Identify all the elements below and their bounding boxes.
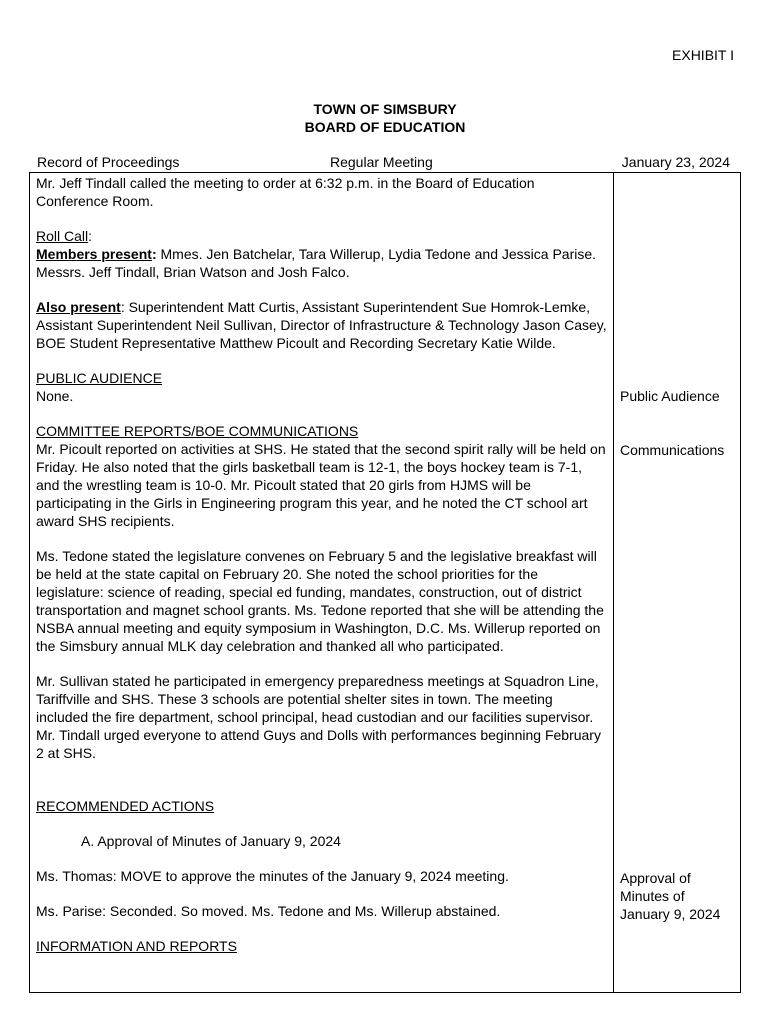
public-audience-section	[36, 369, 608, 405]
committee-report-picoult: Mr. Picoult reported on activities at SHS. He stated that the second spirit rally will be held on Friday. He also noted that the girls basketball team is 12-1, the boys hockey team is 7-1, and the wrestling team is 10-0. Mr. Picoult stated that 20 girls from HJMS will be participating in the Girls in Engineering program this year, and he noted the CT school art award SHS recipients.	[36, 441, 606, 529]
roll-call-colon: :	[88, 228, 93, 244]
also-present-section	[36, 298, 608, 352]
recommended-actions-heading: RECOMMENDED ACTIONS	[36, 798, 215, 814]
roll-call-section	[36, 227, 608, 281]
committee-report-sullivan: Mr. Sullivan stated he participated in emergency preparedness meetings at Squadron Line, Tariffville and SHS. These 3 schools are potential shelter sites in town. The meeting included the fire department, school principal, head custodian and our facilities supervisor. Mr. Tindall urged everyone to attend Guys and Dolls with performances beginning February 2 at SHS.	[36, 673, 601, 761]
header-meeting-type: Regular Meeting	[330, 154, 433, 170]
members-present-label: Members present	[36, 246, 152, 262]
committee-reports-heading: COMMITTEE REPORTS/BOE COMMUNICATIONS	[36, 423, 359, 439]
side-label-public-audience: Public Audience	[620, 388, 720, 404]
header-date: January 23, 2024	[621, 154, 730, 170]
column-divider	[613, 172, 614, 993]
action-item-a: A. Approval of Minutes of January 9, 2024	[81, 833, 341, 849]
committee-reports-section	[36, 422, 608, 530]
side-label-approval: Approval of Minutes of January 9, 2024	[620, 870, 721, 922]
members-colon: :	[151, 246, 157, 262]
committee-report-tedone: Ms. Tedone stated the legislature convenes on February 5 and the legislative breakfast will be held at the state capital on February 20. She noted the school priorities for the legislature: science of reading, special ed funding, mandates, construction, out of district transportation and magnet school grants. Ms. Tedone reported that she will be attending the NSBA annual meeting and equity symposium in Washington, D.C. Ms. Willerup reported on the Simsbury annual MLK day celebration and thanked all who participated.	[36, 548, 604, 654]
also-present-text: : Superintendent Matt Curtis, Assistant Superintendent Sue Homrok-Lemke, Assistant Superintendent Neil Sullivan, Director of Infrastructure & Technology Jason Casey, BOE Student Representative Matthew Picoult and Recording Secretary Katie Wilde.	[36, 299, 607, 351]
information-reports-heading: INFORMATION AND REPORTS	[36, 938, 237, 954]
call-to-order: Mr. Jeff Tindall called the meeting to order at 6:32 p.m. in the Board of Education Conference Room.	[36, 175, 535, 209]
header-record: Record of Proceedings	[37, 154, 180, 170]
roll-call-label: Roll Call	[36, 228, 89, 244]
side-label-communications: Communications	[620, 442, 725, 458]
title-board: BOARD OF EDUCATION	[304, 119, 466, 135]
exhibit-label: EXHIBIT I	[672, 47, 734, 63]
public-audience-heading: PUBLIC AUDIENCE	[36, 370, 163, 386]
title-town: TOWN OF SIMSBURY	[313, 101, 457, 117]
second-text: Ms. Parise: Seconded. So moved. Ms. Tedone and Ms. Willerup abstained.	[36, 903, 501, 919]
document-title	[0, 100, 770, 136]
members-present-text: Mmes. Jen Batchelar, Tara Willerup, Lydia Tedone and Jessica Parise. Messrs. Jeff Tindall, Brian Watson and Josh Falco.	[36, 246, 597, 280]
motion-text: Ms. Thomas: MOVE to approve the minutes of the January 9, 2024 meeting.	[36, 868, 509, 884]
public-audience-text: None.	[36, 388, 74, 404]
also-present-label: Also present	[36, 299, 121, 315]
minutes-body	[36, 174, 608, 972]
